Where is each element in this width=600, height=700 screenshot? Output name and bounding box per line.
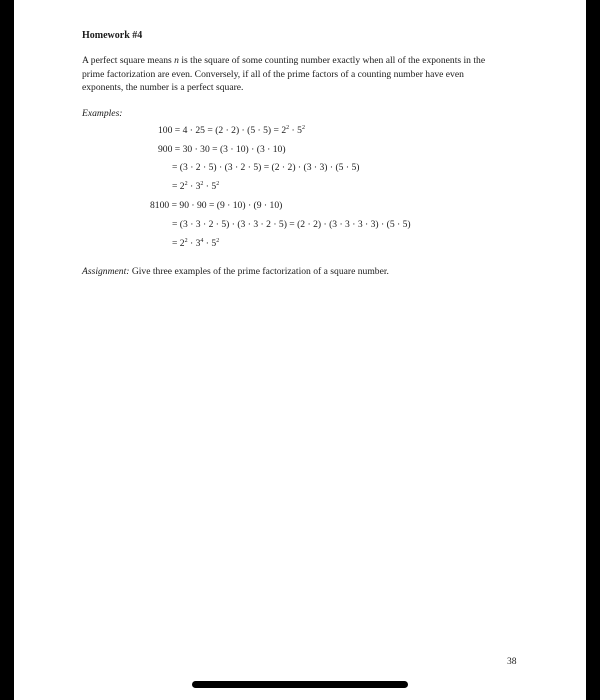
exponent: 2	[301, 124, 305, 131]
equation-text: = (3 · 3 · 2 · 5) · (3 · 3 · 2 · 5) = (2 · 2) · (3 · 3 · 3 · 3) · (5 · 5)	[172, 219, 411, 230]
exponent: 2	[184, 180, 188, 187]
assignment-paragraph	[82, 266, 389, 277]
equation-900	[158, 144, 286, 155]
equation-8100-result	[172, 238, 219, 249]
equation-text: · 3	[187, 181, 201, 192]
equation-8100	[150, 200, 282, 211]
exponent: 4	[200, 237, 204, 244]
equation-text: · 3	[187, 238, 201, 249]
equation-100	[158, 125, 305, 136]
equation-text: · 5	[203, 181, 217, 192]
document-page	[14, 0, 586, 700]
exponent: 2	[200, 180, 204, 187]
equation-900-result	[172, 181, 219, 192]
equation-8100-step	[172, 219, 411, 230]
equation-text: · 5	[203, 238, 217, 249]
examples-heading: Examples:	[82, 108, 123, 119]
assignment-text: Give three examples of the prime factorization of a square number.	[129, 266, 389, 277]
intro-text-start: A perfect square means	[82, 55, 175, 66]
exponent: 2	[216, 237, 220, 244]
equation-text: = 2	[172, 181, 185, 192]
equation-text: 900 = 30 · 30 = (3 · 10) · (3 · 10)	[158, 144, 286, 155]
page-number: 38	[507, 656, 517, 667]
intro-variable: n	[174, 55, 179, 66]
exponent: 2	[216, 180, 220, 187]
exponent: 2	[184, 237, 188, 244]
equation-900-step	[172, 162, 359, 173]
exponent: 2	[286, 124, 290, 131]
equation-text: = (3 · 2 · 5) · (3 · 2 · 5) = (2 · 2) · (3 · 3) · (5 · 5)	[172, 162, 360, 173]
homework-title: Homework #4	[82, 30, 143, 41]
intro-paragraph	[82, 54, 494, 95]
home-indicator-bar[interactable]	[192, 681, 408, 688]
equation-text: = 2	[172, 238, 185, 249]
intro-text-end: is the square of some counting number exactly when all of the exponents in the prime factorization are even. Conversely, if all of the prime factors of a counting number have even exponents, the number is a perfect square.	[82, 55, 486, 93]
equation-text: 8100 = 90 · 90 = (9 · 10) · (9 · 10)	[150, 200, 283, 211]
equation-text: · 5	[289, 125, 302, 136]
assignment-label: Assignment:	[82, 266, 130, 277]
equation-text: 100 = 4 · 25 = (2 · 2) · (5 · 5) = 2	[158, 125, 287, 136]
